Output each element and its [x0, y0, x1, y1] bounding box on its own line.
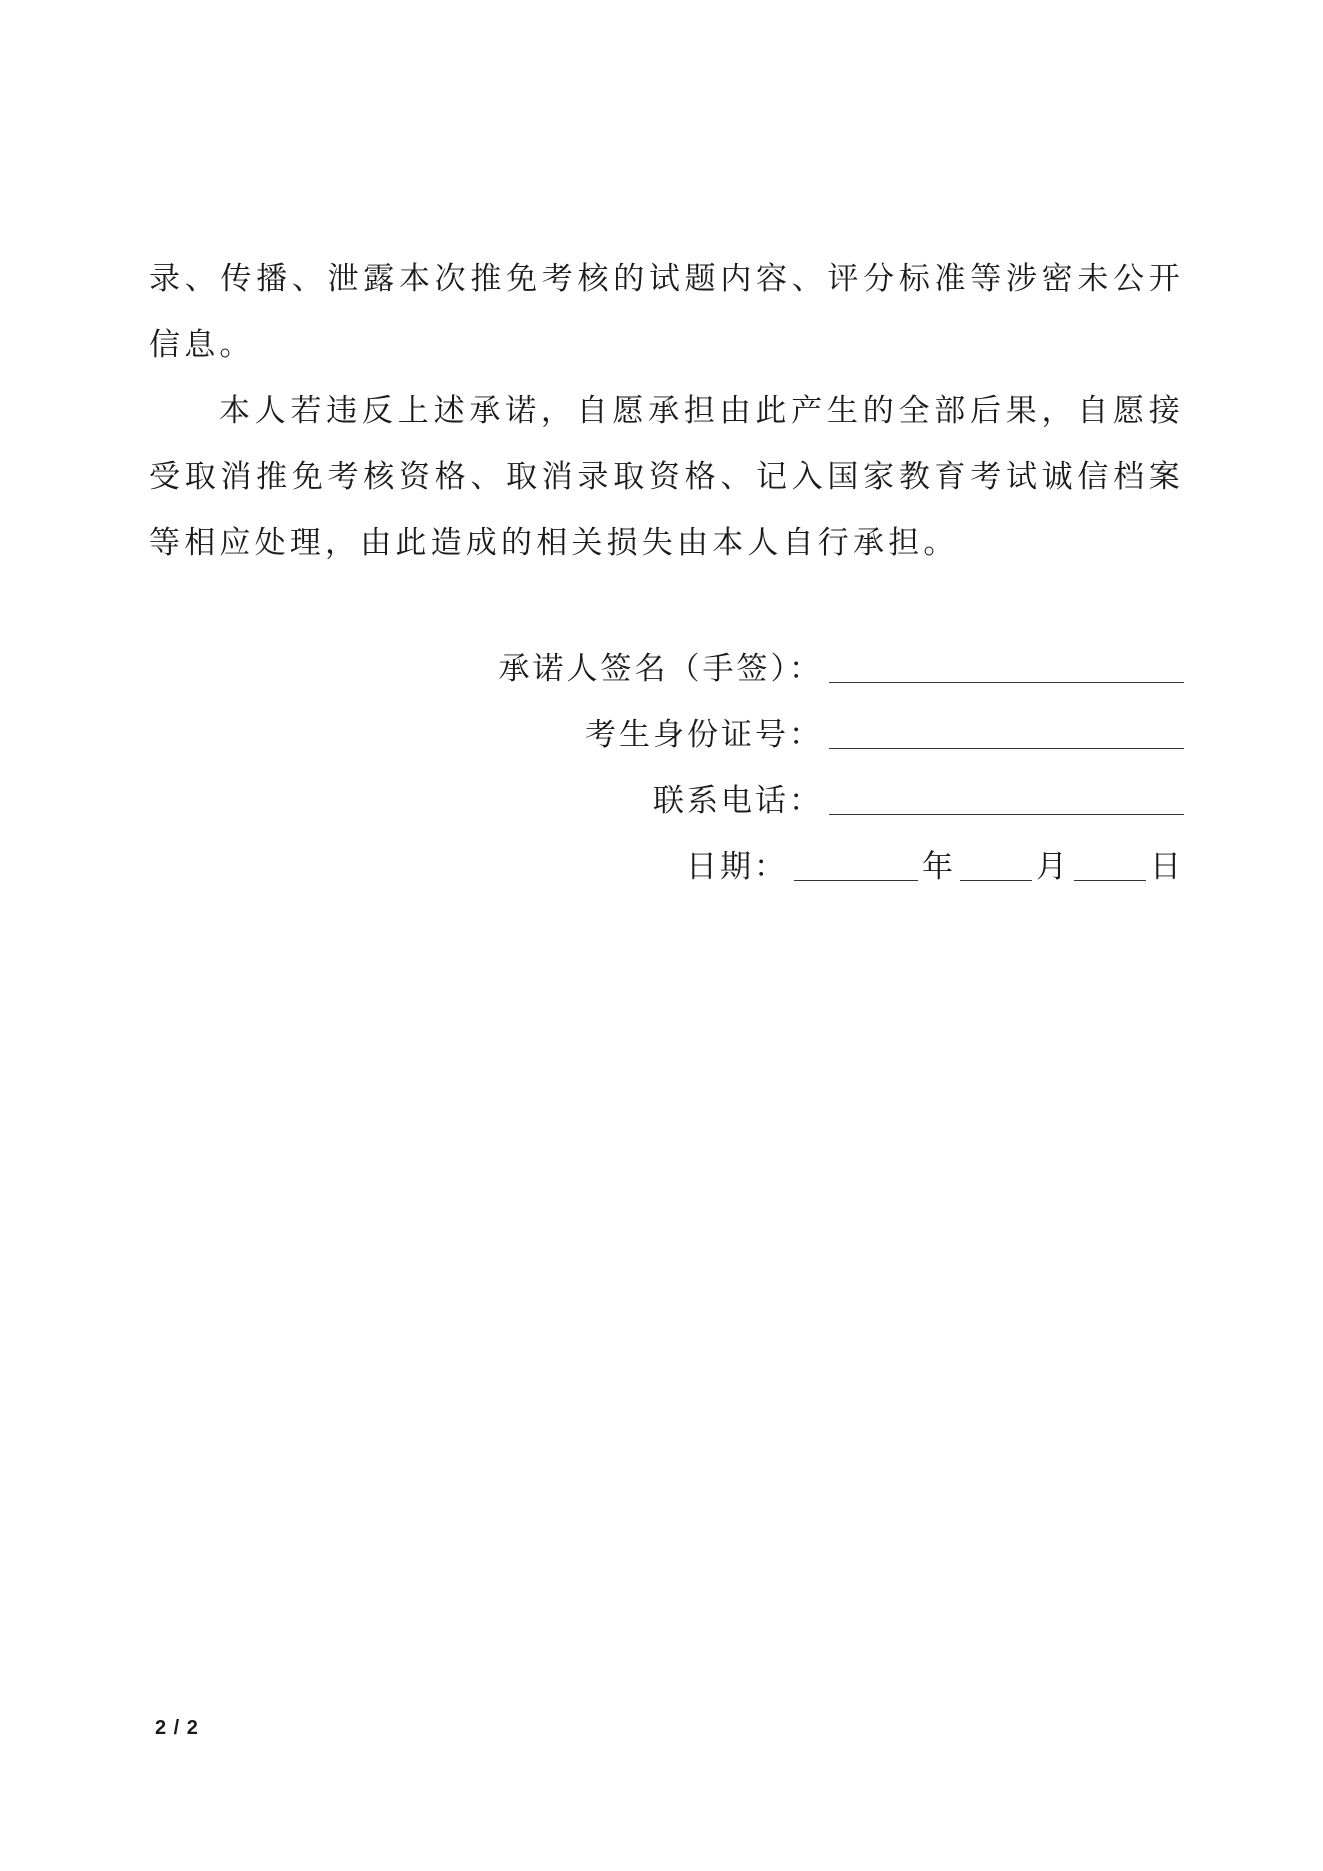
phone-blank: [829, 774, 1184, 815]
year-label: 年: [922, 849, 956, 885]
pledge-body: [149, 246, 1184, 576]
month-label: 月: [1036, 849, 1070, 885]
id-label: 考生身份证号：: [585, 717, 823, 753]
signer-blank: [829, 642, 1184, 683]
pledge-paragraph-consequences: 本人若违反上述承诺，自愿承担由此产生的全部后果，自愿接受取消推免考核资格、取消录取资格、记入国家教育考试诚信档案等相应处理，由此造成的相关损失由本人自行承担。: [149, 393, 1184, 561]
year-blank: [794, 840, 918, 881]
id-row: [384, 702, 1184, 768]
signer-label: 承诺人签名（手签）：: [498, 651, 823, 687]
phone-label: 联系电话：: [653, 783, 823, 819]
signature-block: [384, 636, 1184, 900]
date-row: [384, 834, 1184, 900]
phone-row: [384, 768, 1184, 834]
pledge-paragraph-continued: 录、传播、泄露本次推免考核的试题内容、评分标准等涉密未公开信息。: [149, 261, 1184, 363]
day-label: 日: [1150, 849, 1184, 885]
day-blank: [1074, 840, 1146, 881]
signer-row: [384, 636, 1184, 702]
date-label: 日期：: [686, 849, 788, 885]
id-blank: [829, 708, 1184, 749]
page-number: 2 / 2: [155, 1717, 199, 1739]
month-blank: [960, 840, 1032, 881]
